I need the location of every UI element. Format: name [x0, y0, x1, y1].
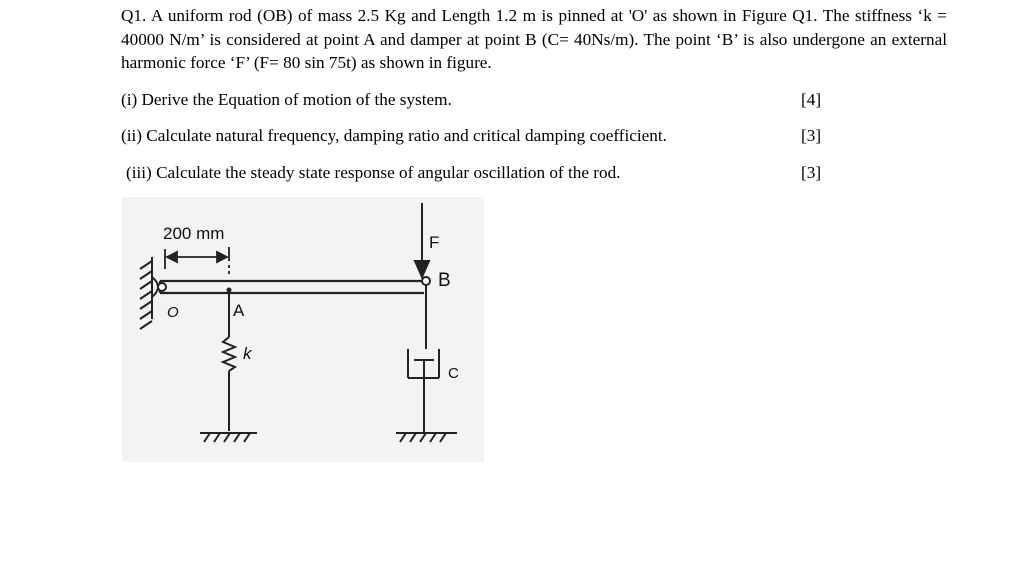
part-ii-text: (ii) Calculate natural frequency, damping ratio and critical damping coefficient. — [121, 126, 667, 145]
figure-q1 — [122, 197, 484, 462]
dimension-arrow — [165, 247, 229, 277]
damper — [408, 285, 439, 433]
point-a — [227, 288, 232, 293]
dimension-label: 200 mm — [163, 224, 225, 243]
part-i-marks: [4] — [801, 90, 822, 109]
question-text: Q1. A uniform rod (OB) of mass 2.5 Kg and Length 1.2 m is pinned at 'O' as shown in Figure Q1. The stiffness ‘k = 40000 N/m’ is considered at point A and damper at point B (C= 40Ns/m). The point ‘B’ is also undergone an external harmonic force ‘F’ (F= 80 sin 75t) as shown in figure. — [121, 6, 947, 72]
part-ii-marks: [3] — [801, 126, 822, 145]
damper-label: C — [448, 365, 459, 382]
spring-ground — [200, 433, 257, 442]
part-iii-text: (iii) Calculate the steady state response of angular oscillation of the rod. — [126, 163, 621, 182]
part-i-text: (i) Derive the Equation of motion of the system. — [121, 90, 452, 109]
pivot-o — [158, 283, 166, 291]
force-arrow — [415, 203, 429, 277]
point-a-label: A — [233, 301, 245, 320]
pivot-o-label: O — [167, 304, 179, 321]
rod — [160, 281, 424, 293]
force-label: F — [429, 233, 440, 252]
joint-b — [422, 277, 430, 285]
damper-ground — [396, 433, 457, 442]
part-iii-marks: [3] — [801, 163, 822, 182]
spring-label: k — [243, 344, 252, 363]
pivot-wall — [140, 257, 158, 329]
point-b-label: B — [438, 270, 451, 291]
